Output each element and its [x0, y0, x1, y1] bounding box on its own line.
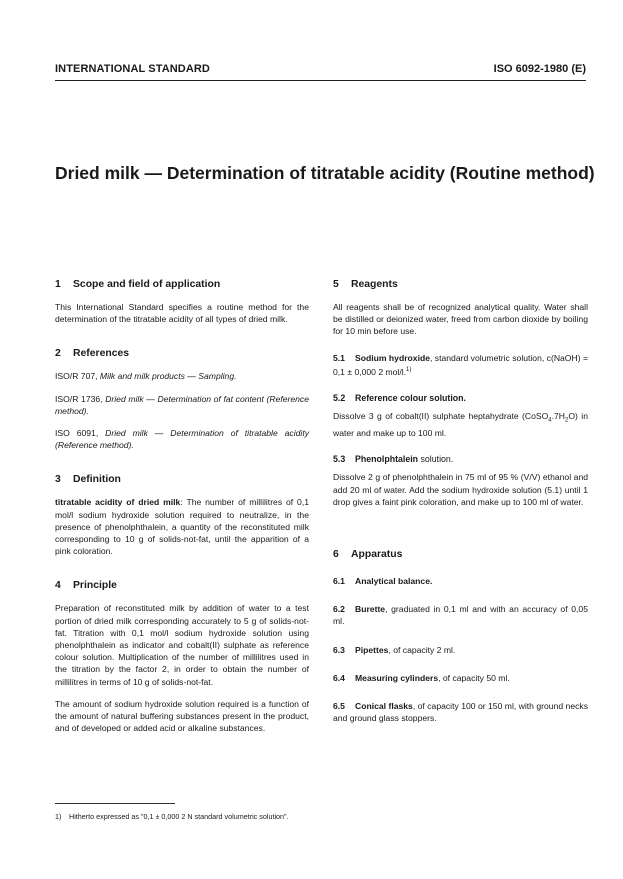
left-column — [55, 278, 309, 744]
principle-paragraph: Preparation of reconstituted milk by addition of water to a test portion of dried milk corresponding accurately to 5 g of solids-not-fat. Titration with 0,1 mol/l sodium hydroxide solution using phenolphthalein as indicator and cobalt(II) sulphate as reference colour solution. Multiplication of the number of millilitres used in the titration by the factor 2, in order to obtain the number of millilitres in terms of 10 g of solids-not-fat. — [55, 603, 309, 687]
section-title: Principle — [73, 580, 117, 592]
footnote-marker: 1) — [406, 366, 412, 373]
apparatus-number: 6.5 — [333, 701, 345, 712]
reference-title: Milk and milk products — Sampling. — [99, 371, 237, 382]
reagent-text: , standard volumetric solution, c(NaOH) = 0,1 ± 0,000 2 mol/l. — [333, 352, 588, 377]
reagent-text: Dissolve 2 g of phenolphthalein in 75 ml of 95 % (V/V) ethanol and add 20 ml of water. Add the sodium hydroxide solution (5.1) until 1 drop gives a faint pink coloration, and make up to 100 ml of water. — [333, 472, 588, 507]
apparatus-number: 6.4 — [333, 672, 345, 683]
section-heading — [55, 278, 309, 291]
section-title: Scope and field of application — [73, 279, 221, 290]
principle-paragraph: The amount of sodium hydroxide solution required is a function of the amount of natural buffering substances present in the product, and of developed or added acid or alkaline substances. — [55, 698, 309, 734]
section-number: 3 — [55, 474, 61, 486]
document-title: Dried milk — Determination of titratable acidity (Routine method) — [55, 163, 595, 183]
definition-body: : The number of millilitres of 0,1 mol/l sodium hydroxide solution required to neutralize, in the presence of phenolphthalein, a quantity of the reconstituted milk corresponding to 10 g of solids-not-fat, until the apparition of a pink coloration. — [55, 497, 309, 557]
section-title: Apparatus — [351, 549, 403, 561]
definition-text — [55, 496, 309, 557]
section-references — [55, 347, 309, 451]
apparatus-item — [333, 644, 588, 656]
section-definition — [55, 473, 309, 557]
apparatus-name: Burette — [355, 604, 386, 615]
apparatus-name: Pipettes — [355, 644, 389, 655]
section-number: 1 — [55, 279, 61, 290]
apparatus-item — [333, 575, 588, 587]
section-title: Definition — [73, 474, 121, 486]
reference-code: ISO 6091, — [55, 428, 99, 439]
standard-label: INTERNATIONAL STANDARD — [55, 63, 210, 75]
reference-code: ISO/R 707, — [55, 371, 98, 382]
standard-number: ISO 6092-1980 (E) — [493, 63, 586, 75]
footnote-text: Hitherto expressed as "0,1 ± 0,000 2 N standard volumetric solution". — [69, 812, 289, 821]
reagent-suffix: solution. — [418, 454, 454, 465]
section-reagents — [333, 278, 588, 508]
reference-title: Dried milk — Determination of titratable acidity (Reference method). — [55, 428, 310, 451]
section-title: References — [73, 348, 130, 360]
section-heading — [55, 579, 309, 592]
section-heading — [55, 347, 309, 360]
apparatus-item — [333, 700, 588, 724]
reagent-heading — [333, 453, 588, 465]
apparatus-name: Conical flasks — [355, 701, 413, 712]
formula-subscript: 2 — [565, 417, 569, 424]
formula-part: .7H — [551, 411, 566, 422]
section-apparatus — [333, 548, 588, 724]
reagent-text — [333, 410, 588, 439]
formula-part: Dissolve 3 g of cobalt(II) sulphate heptahydrate (CoSO — [333, 411, 549, 422]
section-scope — [55, 278, 309, 325]
apparatus-text: , of capacity 100 or 150 ml, with ground necks and ground glass stoppers. — [333, 701, 589, 724]
footnote-rule — [55, 803, 175, 804]
reagent-heading — [333, 392, 588, 404]
reference-code: ISO/R 1736, — [55, 393, 103, 404]
reference-item — [55, 393, 309, 417]
section-heading — [333, 548, 588, 561]
reagent-name: Reference colour solution. — [355, 392, 466, 403]
reagent-number: 5.1 — [333, 352, 345, 363]
apparatus-item — [333, 603, 588, 627]
reagent-number: 5.3 — [333, 454, 346, 465]
apparatus-number: 6.2 — [333, 604, 345, 615]
footnote-number: 1) — [55, 812, 62, 821]
reagents-intro: All reagents shall be of recognized analytical quality. Water shall be distilled or deionized water, freed from carbon dioxide by boiling for 10 min before use. — [333, 302, 588, 337]
header-rule — [55, 80, 586, 81]
section-heading — [333, 278, 588, 291]
reference-item — [55, 370, 309, 382]
reagent-name: Phenolphtalein — [355, 454, 419, 465]
section-principle — [55, 579, 309, 734]
apparatus-text: , graduated in 0,1 ml and with an accuracy of 0,05 ml. — [333, 604, 588, 627]
reference-item — [55, 427, 309, 451]
footnote — [55, 812, 289, 821]
section-title: Reagents — [351, 279, 398, 290]
apparatus-number: 6.3 — [333, 644, 345, 655]
reference-title: Dried milk — Determination of fat content (Reference method). — [55, 393, 309, 416]
reagent-item — [333, 352, 588, 378]
section-number: 5 — [333, 279, 339, 290]
scope-text: This International Standard specifies a routine method for the determination of the titratable acidity of all types of dried milk. — [55, 302, 309, 325]
section-number: 2 — [55, 348, 61, 360]
apparatus-name: Measuring cylinders — [355, 672, 439, 683]
apparatus-item — [333, 672, 588, 684]
right-column — [333, 278, 588, 734]
reagent-name: Sodium hydroxide — [355, 352, 430, 363]
section-number: 6 — [333, 549, 339, 561]
apparatus-number: 6.1 — [333, 576, 345, 587]
section-number: 4 — [55, 580, 61, 592]
apparatus-text: , of capacity 50 ml. — [438, 672, 510, 683]
formula-subscript: 4 — [548, 417, 552, 424]
reagent-number: 5.2 — [333, 392, 346, 403]
formula-part: O) in water and make up to 100 ml. — [333, 411, 588, 438]
apparatus-text: , of capacity 2 ml. — [388, 644, 456, 655]
apparatus-name: Analytical balance. — [355, 576, 433, 587]
defined-term: titratable acidity of dried milk — [55, 497, 181, 508]
section-heading — [55, 473, 309, 486]
